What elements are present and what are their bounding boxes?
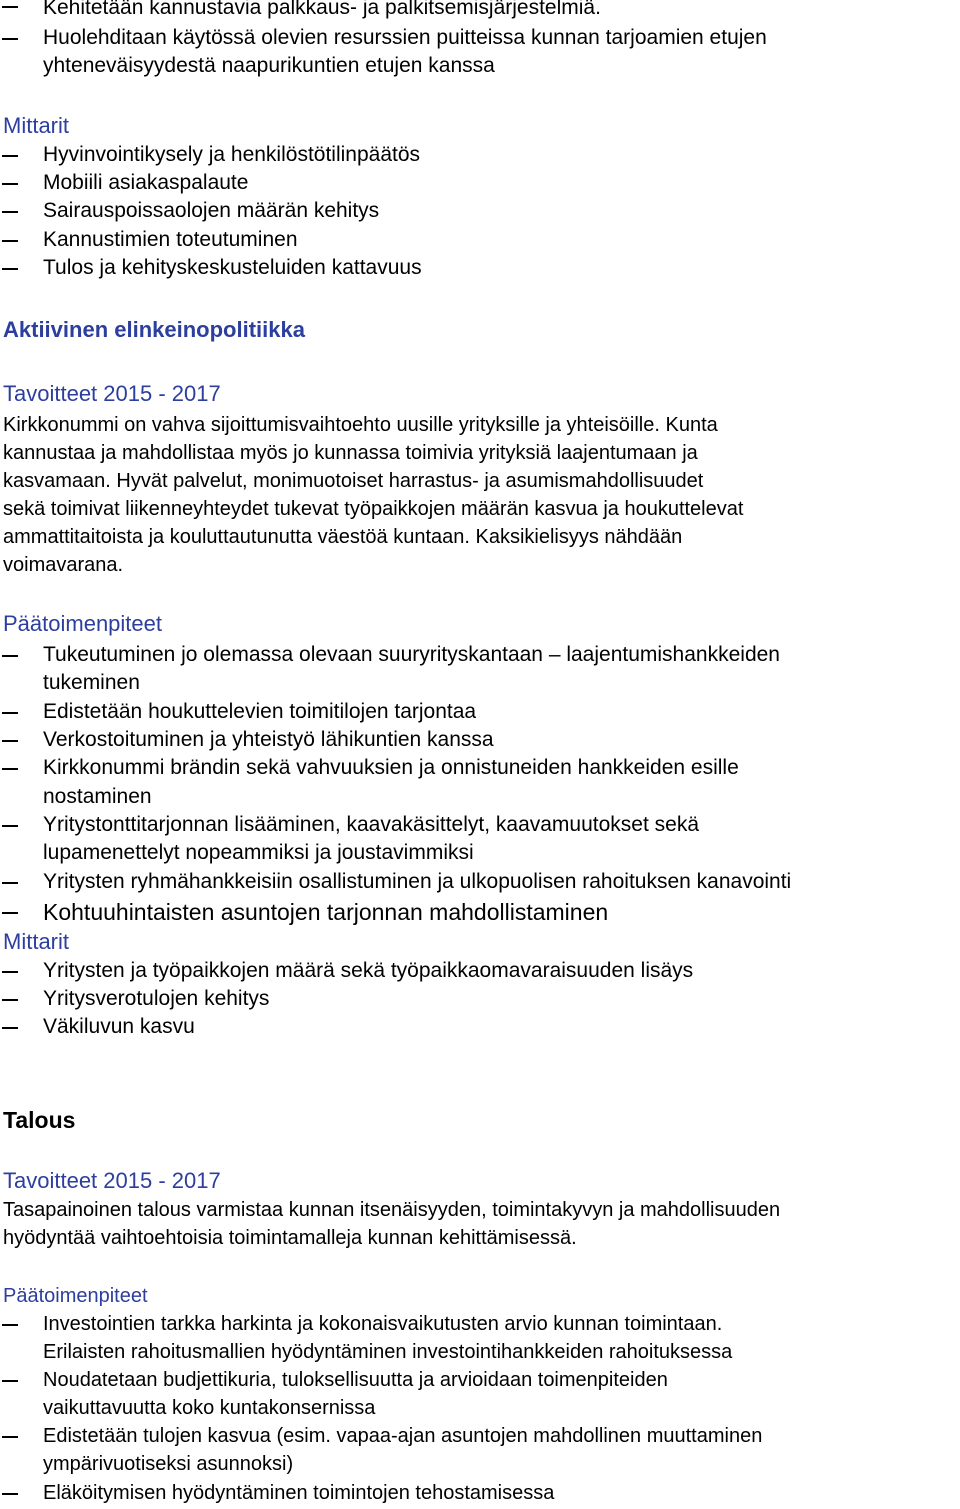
list-item-text: Mobiili asiakaspalaute [43, 171, 249, 194]
dash-bullet-icon [2, 240, 18, 242]
goals-heading: Tavoitteet 2015 - 2017 [3, 381, 221, 406]
list-item-text: Noudatetaan budjettikuria, tuloksellisuutta ja arvioidaan toimenpiteiden [43, 1369, 668, 1391]
list-item-text: Edistetään tulojen kasvua (esim. vapaa-ajan asuntojen mahdollinen muuttaminen [43, 1425, 763, 1447]
paragraph-line: hyödyntää vaihtoehtoisia toimintamalleja kunnan kehittämisessä. [3, 1227, 577, 1249]
dash-bullet-icon [2, 183, 18, 185]
dash-bullet-icon [2, 211, 18, 213]
dash-bullet-icon [2, 655, 18, 657]
paragraph-line: kannustaa ja mahdollistaa myös jo kunnassa toimivia yrityksiä laajentumaan ja [3, 442, 698, 464]
section-title: Talous [3, 1107, 76, 1133]
list-item-text: Yritysverotulojen kehitys [43, 987, 270, 1010]
dash-bullet-icon [2, 1027, 18, 1029]
list-item-text: Yritysten ryhmähankkeisiin osallistuminen ja ulkopuolisen rahoituksen kanavointi [43, 870, 792, 893]
list-item-text: tukeminen [43, 671, 140, 694]
dash-bullet-icon [2, 268, 18, 270]
list-item-text: Erilaisten rahoitusmallien hyödyntäminen investointihankkeiden rahoituksessa [43, 1341, 733, 1363]
list-item-text: Huolehditaan käytössä olevien resurssien puitteissa kunnan tarjoamien etujen [43, 26, 767, 49]
dash-bullet-icon [2, 6, 18, 8]
paragraph-line: Kirkkonummi on vahva sijoittumisvaihtoehto uusille yrityksille ja yhteisöille. Kunta [3, 414, 718, 436]
paragraph-line: Tasapainoinen talous varmistaa kunnan itsenäisyyden, toimintakyvyn ja mahdollisuuden [3, 1199, 781, 1221]
actions-heading: Päätoimenpiteet [3, 1285, 148, 1307]
list-item-text: vaikuttavuutta koko kuntakonsernissa [43, 1397, 376, 1419]
dash-bullet-icon [2, 38, 18, 40]
dash-bullet-icon [2, 1436, 18, 1438]
section-heading-mittarit: Mittarit [3, 929, 69, 954]
dash-bullet-icon [2, 740, 18, 742]
dash-bullet-icon [2, 882, 18, 884]
list-item-text: Edistetään houkuttelevien toimitilojen tarjontaa [43, 700, 477, 723]
dash-bullet-icon [2, 971, 18, 973]
list-item [0, 24, 960, 80]
list-item-text: Kehitetään kannustavia palkkaus- ja palkitsemisjärjestelmiä. [43, 0, 601, 19]
list-item-text: Eläköitymisen hyödyntäminen toimintojen tehostamisessa [43, 1482, 555, 1504]
dash-bullet-icon [2, 1493, 18, 1495]
dash-bullet-icon [2, 712, 18, 714]
dash-bullet-icon [2, 825, 18, 827]
list-item-text: Kirkkonummi brändin sekä vahvuuksien ja onnistuneiden hankkeiden esille [43, 756, 739, 779]
paragraph-line: kasvamaan. Hyvät palvelut, monimuotoiset harrastus- ja asumismahdollisuudet [3, 470, 704, 492]
list-item-text: Tulos ja kehityskeskusteluiden kattavuus [43, 256, 422, 279]
goals-heading: Tavoitteet 2015 - 2017 [3, 1168, 221, 1193]
actions-heading: Päätoimenpiteet [3, 611, 162, 636]
list-item-text: Hyvinvointikysely ja henkilöstötilinpäätös [43, 143, 421, 166]
list-item-text: ympärivuotiseksi asunnoksi) [43, 1453, 294, 1475]
dash-bullet-icon [2, 999, 18, 1001]
list-item-text: Yritysten ja työpaikkojen määrä sekä työpaikkaomavaraisuuden lisäys [43, 959, 694, 982]
list-item-text: Verkostoituminen ja yhteistyö lähikuntien kanssa [43, 728, 494, 751]
section-title: Aktiivinen elinkeinopolitiikka [3, 317, 305, 342]
dash-bullet-icon [2, 1324, 18, 1326]
section-heading-mittarit: Mittarit [3, 113, 69, 138]
list-item-text: yhteneväisyydestä naapurikuntien etujen kanssa [43, 54, 495, 77]
list-item-text: Yritystonttitarjonnan lisääminen, kaavakäsittelyt, kaavamuutokset sekä [43, 813, 699, 836]
list-item-text: nostaminen [43, 785, 152, 808]
dash-bullet-icon [2, 768, 18, 770]
list-item-text: Sairauspoissaolojen määrän kehitys [43, 199, 380, 222]
dash-bullet-icon [2, 1380, 18, 1382]
dash-bullet-icon [2, 155, 18, 157]
list-item-text: Väkiluvun kasvu [43, 1015, 195, 1038]
paragraph-line: voimavarana. [3, 554, 124, 576]
list-item-text: Kannustimien toteutuminen [43, 228, 298, 251]
paragraph-line: ammattitaitoista ja kouluttautunutta väestöä kuntaan. Kaksikielisyys nähdään [3, 526, 683, 548]
dash-bullet-icon [2, 912, 18, 914]
list-item [0, 0, 960, 22]
list-item-text: Kohtuuhintaisten asuntojen tarjonnan mahdollistaminen [43, 899, 609, 925]
list-item-text: lupamenettelyt nopeammiksi ja joustavimmiksi [43, 841, 474, 864]
paragraph-line: sekä toimivat liikenneyhteydet tukevat työpaikkojen määrän kasvua ja houkuttelevat [3, 498, 744, 520]
list-item-text: Tukeutuminen jo olemassa olevaan suuryrityskantaan – laajentumishankkeiden [43, 643, 780, 666]
list-item-text: Investointien tarkka harkinta ja kokonaisvaikutusten arvio kunnan toimintaan. [43, 1313, 723, 1335]
